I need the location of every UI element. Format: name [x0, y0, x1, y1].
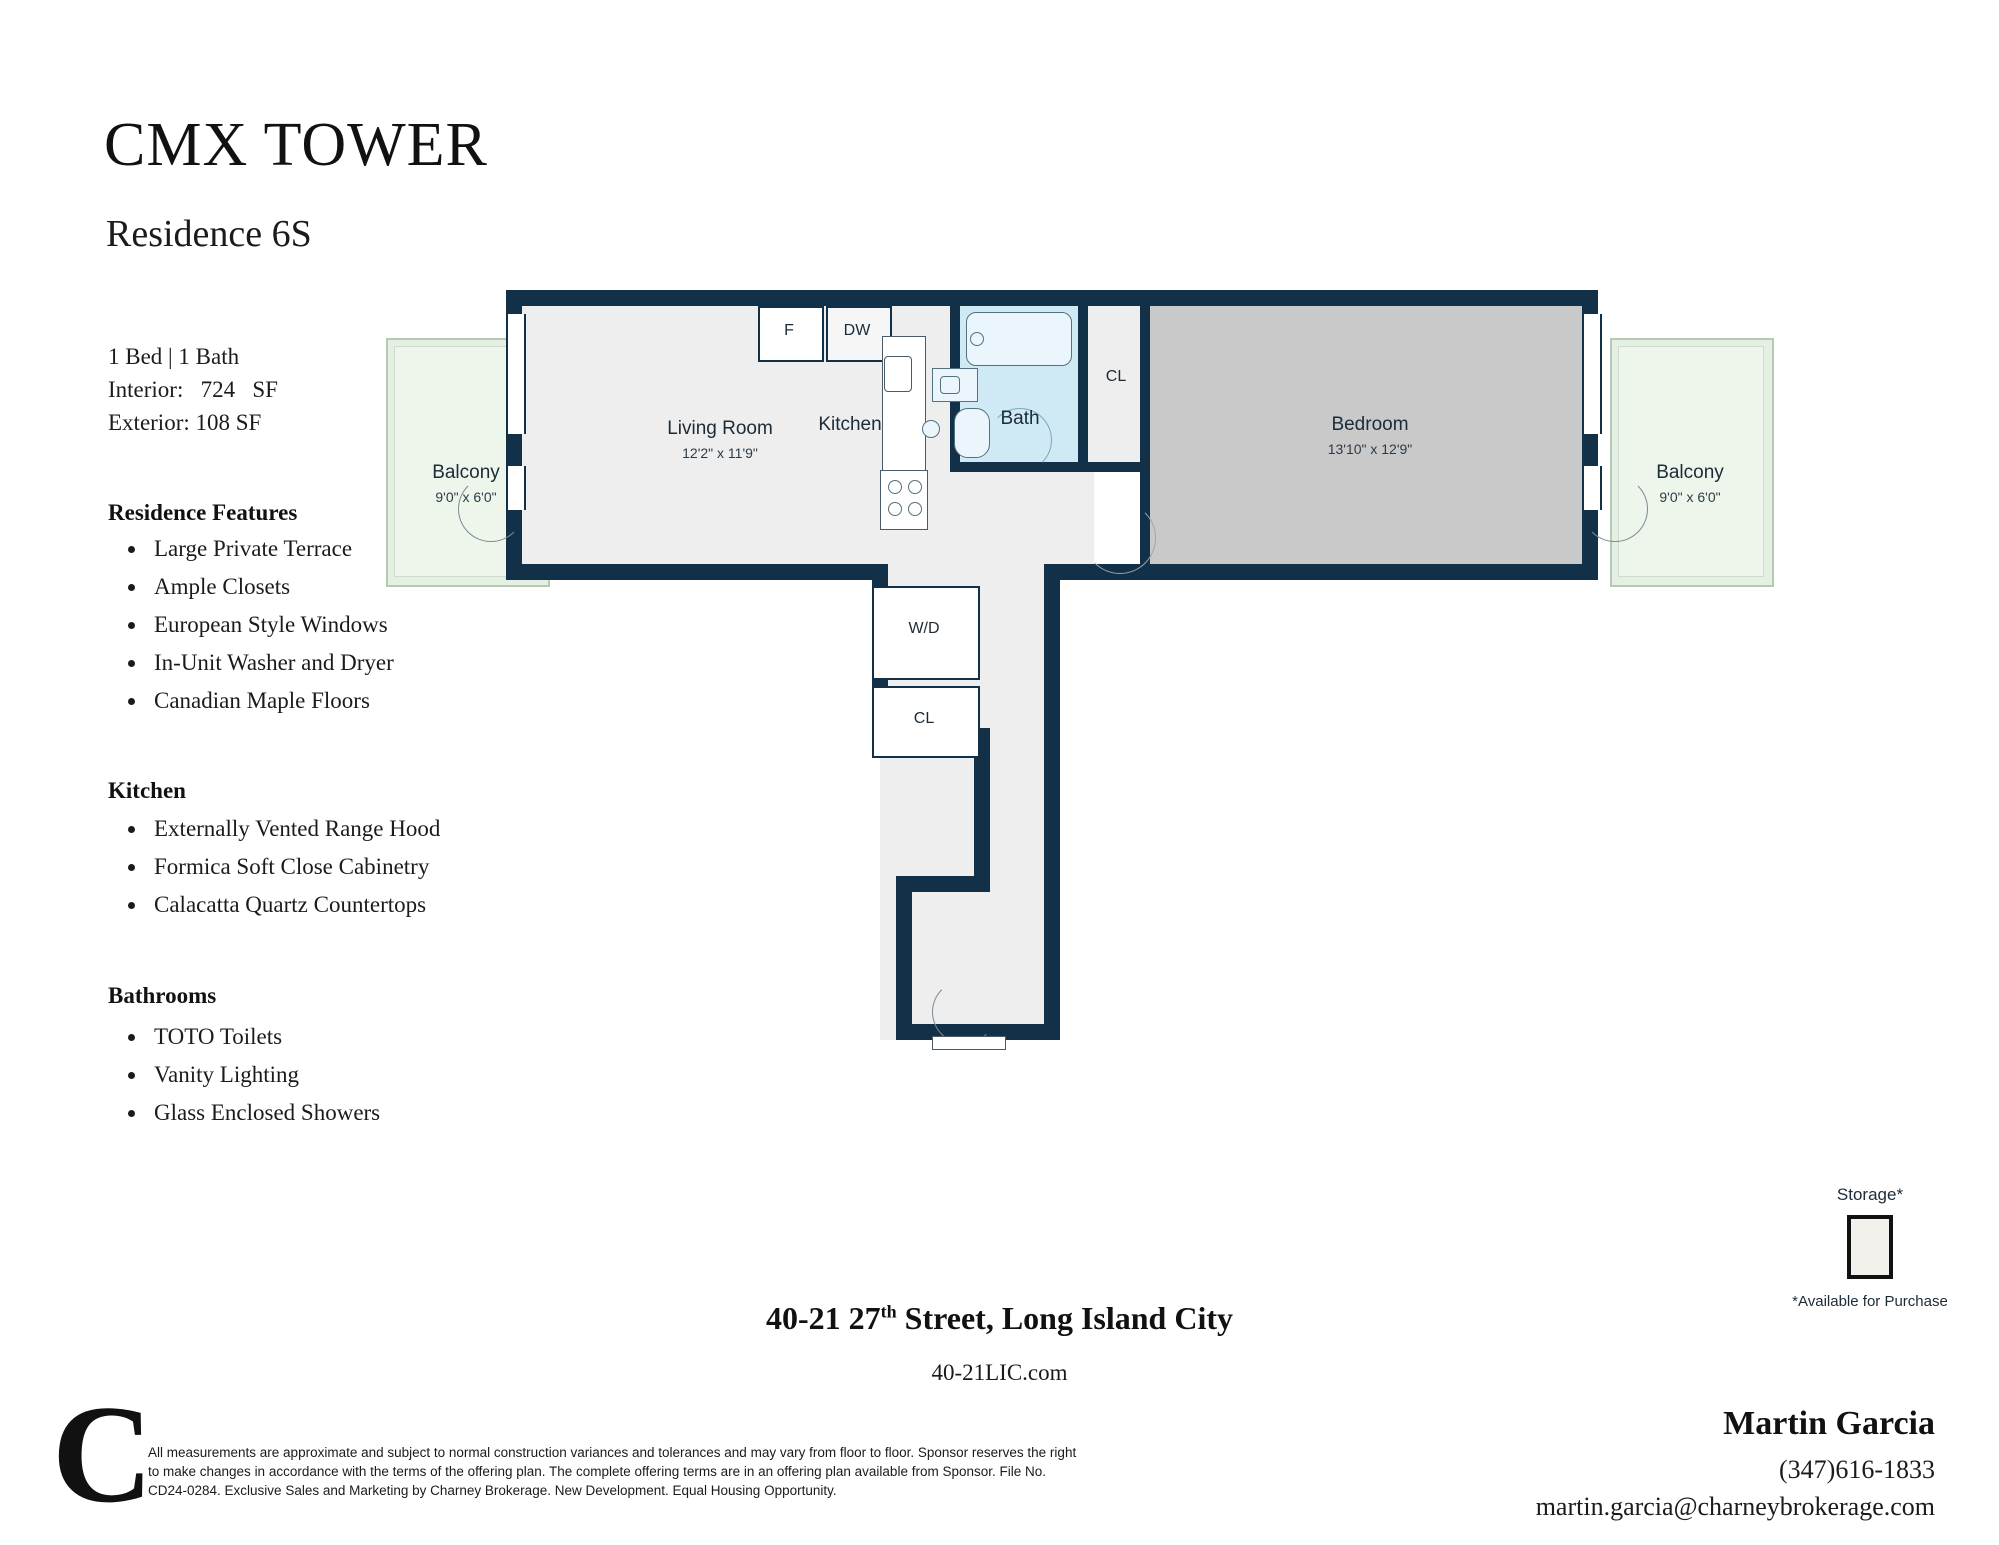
list-item: • Large Private Terrace [148, 530, 394, 568]
bathrooms-features-heading: Bathrooms [108, 983, 217, 1008]
list-item: • Formica Soft Close Cabinetry [148, 848, 440, 886]
window-living-left [506, 314, 526, 434]
balcony-right-name: Balcony [1656, 462, 1724, 483]
entry-door-swing [932, 980, 996, 1044]
list-item: • In-Unit Washer and Dryer [148, 644, 394, 682]
charney-logo: C [52, 1377, 154, 1532]
spec-beds-baths: 1 Bed | 1 Bath [108, 344, 240, 369]
unit-specs [108, 340, 278, 439]
bedroom-closet-label: CL [1105, 368, 1127, 385]
living-room-name: Living Room [667, 418, 773, 439]
storage-box-icon [1847, 1215, 1893, 1279]
bedroom-name: Bedroom [1331, 414, 1409, 435]
washer-dryer-label: W/D [908, 620, 940, 637]
list-item: • Vanity Lighting [148, 1056, 380, 1094]
list-item: • European Style Windows [148, 606, 394, 644]
tub-drain-icon [970, 332, 984, 346]
list-item: • Externally Vented Range Hood [148, 810, 440, 848]
list-item: • Glass Enclosed Showers [148, 1094, 380, 1132]
website-link[interactable]: 40-21LIC.com [931, 1360, 1068, 1385]
balcony-right-dims: 9'0" x 6'0" [1659, 489, 1721, 505]
bathrooms-features-list [120, 1018, 380, 1132]
storage-section [1760, 1185, 1980, 1310]
wall-balcony-right-jamb [1582, 440, 1598, 466]
address-prefix: 40-21 27 [766, 1300, 881, 1336]
storage-note: *Available for Purchase [1792, 1293, 1948, 1310]
bath-label [950, 408, 1090, 430]
kitchen-features-heading: Kitchen [108, 778, 186, 803]
residence-features-heading: Residence Features [108, 500, 298, 525]
page-title: CMX TOWER [104, 111, 488, 179]
wall-hall-left-lower [896, 876, 912, 1040]
fridge-label: F [784, 322, 794, 339]
balcony-left-name: Balcony [432, 462, 500, 483]
burner-icon [908, 480, 922, 494]
balcony-left-dims: 9'0" x 6'0" [435, 489, 497, 505]
range [880, 470, 928, 530]
sink-basin-icon [940, 376, 960, 394]
burner-icon [888, 502, 902, 516]
kitchen-features-list [120, 810, 440, 924]
floor-plan-diagram [432, 290, 1960, 1240]
address-suffix: Street, Long Island City [896, 1300, 1233, 1336]
storage-label: Storage* [1836, 1185, 1904, 1204]
bath-name: Bath [1000, 408, 1040, 429]
residence-features-list [120, 530, 394, 720]
residence-subtitle: Residence 6S [106, 213, 312, 255]
hall-closet-label: CL [913, 710, 935, 727]
wall-closet-left [1078, 304, 1088, 470]
list-item: • Canadian Maple Floors [148, 682, 394, 720]
address-line [0, 1300, 1999, 1337]
bedroom-dims: 13'10" x 12'9" [1327, 441, 1413, 457]
wall-top [506, 290, 1598, 306]
balcony-right-label [1610, 462, 1770, 505]
legal-disclaimer: All measurements are approximate and subject to normal construction variances and tolerances and may vary from floor to floor. Sponsor reserves the right to make changes in accordance with the terms of the offering plan. The complete offering terms are in an offering plan available from Sponsor. File No. CD24-0284. Exclusive Sales and Marketing by Charney Brokerage. New Development. Equal Housing Opportunity. [148, 1445, 1077, 1498]
kitchen-label [750, 414, 950, 436]
bedroom-closet-fill [1084, 304, 1148, 470]
list-item: • Ample Closets [148, 568, 394, 606]
living-room-dims: 12'2" x 11'9" [682, 445, 758, 461]
entry-door-panel [932, 1036, 1006, 1050]
address-ordinal: th [880, 1301, 897, 1322]
agent-name: Martin Garcia [1723, 1405, 1935, 1442]
list-item: • Calacatta Quartz Countertops [148, 886, 440, 924]
spec-exterior-sf: Exterior: 108 SF [108, 410, 262, 435]
list-item: • TOTO Toilets [148, 1018, 380, 1056]
wall-closet-bottom [1084, 462, 1150, 472]
agent-phone[interactable]: (347)616-1833 [1779, 1455, 1935, 1484]
spec-interior-sf: Interior: 724 SF [108, 377, 278, 402]
window-bedroom-right [1582, 314, 1602, 434]
dishwasher-label: DW [843, 322, 871, 339]
agent-email[interactable]: martin.garcia@charneybrokerage.com [1535, 1492, 1935, 1521]
kitchen-sink [884, 356, 912, 392]
burner-icon [908, 502, 922, 516]
kitchen-name: Kitchen [818, 414, 882, 435]
wall-hall-right [1044, 564, 1060, 1040]
bedroom-door-swing [1084, 502, 1156, 574]
wall-bottom-left [506, 564, 872, 580]
bedroom-label [1220, 414, 1520, 457]
burner-icon [888, 480, 902, 494]
balcony-left-label [386, 462, 546, 505]
